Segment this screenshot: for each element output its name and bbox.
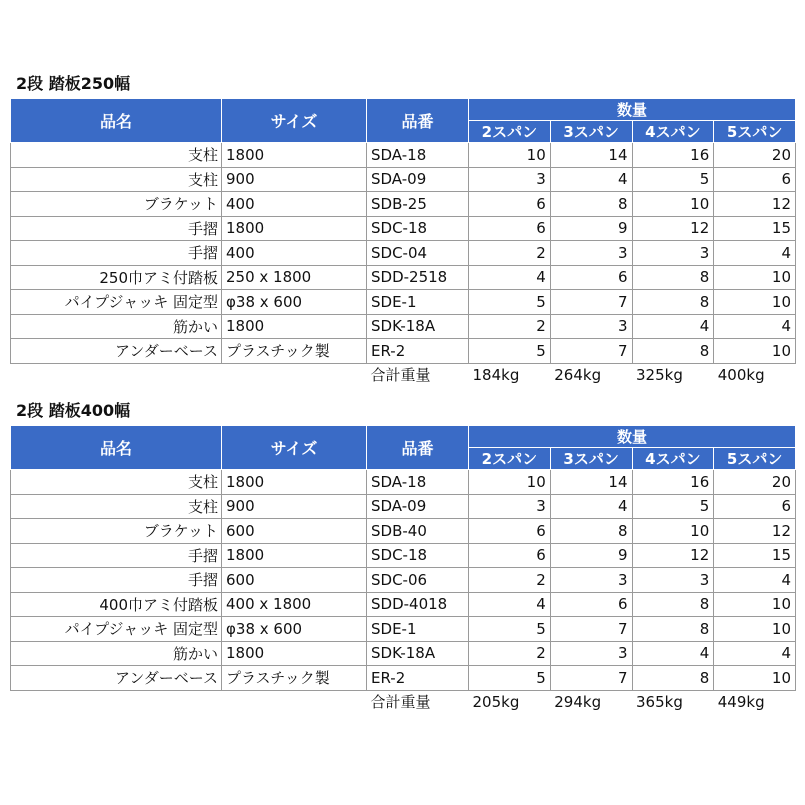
- total-weight: 205kg: [472, 692, 520, 711]
- cell-quantity: 6: [714, 167, 796, 192]
- cell-quantity: 3: [469, 167, 551, 192]
- cell-quantity: 14: [550, 470, 632, 495]
- cell-quantity: 20: [714, 143, 796, 168]
- cell-size: 1800: [222, 470, 367, 495]
- cell-quantity: 5: [469, 617, 551, 642]
- cell-quantity: 16: [632, 470, 714, 495]
- cell-code: SDC-04: [367, 241, 469, 266]
- cell-code: SDC-18: [367, 216, 469, 241]
- table-row: [11, 143, 796, 168]
- cell-quantity: 12: [714, 519, 796, 544]
- table-row: [11, 568, 796, 593]
- table-row: [11, 314, 796, 339]
- table-row: [11, 543, 796, 568]
- cell-code: SDD-2518: [367, 265, 469, 290]
- cell-quantity: 8: [632, 666, 714, 691]
- cell-quantity: 12: [632, 216, 714, 241]
- cell-name: 手摺: [11, 216, 222, 241]
- parts-table: [10, 98, 796, 386]
- table-row: [11, 494, 796, 519]
- cell-size: 1800: [222, 641, 367, 666]
- cell-size: 400 x 1800: [222, 592, 367, 617]
- cell-quantity: 16: [632, 143, 714, 168]
- table-row: [11, 617, 796, 642]
- total-row: [11, 363, 796, 386]
- table-row: [11, 216, 796, 241]
- cell-quantity: 10: [714, 339, 796, 364]
- header-span: 4スパン: [632, 448, 714, 470]
- total-weight: 449kg: [717, 692, 765, 711]
- cell-size: プラスチック製: [222, 666, 367, 691]
- table-row: [11, 470, 796, 495]
- cell-quantity: 2: [469, 568, 551, 593]
- header-span: 2スパン: [469, 121, 551, 143]
- cell-quantity: 4: [469, 265, 551, 290]
- cell-quantity: 8: [632, 592, 714, 617]
- cell-quantity: 4: [632, 641, 714, 666]
- cell-name: 支柱: [11, 494, 222, 519]
- cell-quantity: 8: [550, 519, 632, 544]
- cell-quantity: 7: [550, 666, 632, 691]
- header-size: サイズ: [222, 99, 367, 143]
- cell-name: 筋かい: [11, 641, 222, 666]
- cell-quantity: 4: [714, 241, 796, 266]
- cell-size: 1800: [222, 543, 367, 568]
- cell-quantity: 4: [550, 494, 632, 519]
- cell-quantity: 6: [469, 519, 551, 544]
- cell-quantity: 10: [632, 192, 714, 217]
- cell-code: SDA-18: [367, 470, 469, 495]
- cell-quantity: 9: [550, 216, 632, 241]
- parts-table: [10, 425, 796, 713]
- cell-quantity: 10: [714, 265, 796, 290]
- cell-quantity: 10: [714, 617, 796, 642]
- section-title: 2段 踏板400幅: [16, 401, 131, 420]
- cell-quantity: 10: [469, 470, 551, 495]
- cell-quantity: 4: [550, 167, 632, 192]
- cell-quantity: 7: [550, 339, 632, 364]
- cell-name: 手摺: [11, 543, 222, 568]
- table-row: [11, 592, 796, 617]
- cell-quantity: 12: [714, 192, 796, 217]
- cell-quantity: 6: [550, 592, 632, 617]
- cell-quantity: 10: [714, 666, 796, 691]
- cell-name: ブラケット: [11, 192, 222, 217]
- table-body: [11, 143, 796, 386]
- cell-quantity: 3: [550, 641, 632, 666]
- cell-code: SDD-4018: [367, 592, 469, 617]
- total-weight: 184kg: [472, 365, 520, 384]
- cell-name: 支柱: [11, 143, 222, 168]
- cell-size: φ38 x 600: [222, 617, 367, 642]
- table-row: [11, 167, 796, 192]
- cell-size: 1800: [222, 143, 367, 168]
- cell-quantity: 3: [550, 568, 632, 593]
- cell-size: 600: [222, 568, 367, 593]
- total-weight: 400kg: [717, 365, 765, 384]
- cell-quantity: 5: [632, 494, 714, 519]
- cell-size: 1800: [222, 314, 367, 339]
- table-row: [11, 192, 796, 217]
- total-label: 合計重量: [370, 366, 431, 384]
- cell-quantity: 20: [714, 470, 796, 495]
- cell-quantity: 3: [632, 568, 714, 593]
- cell-name: パイプジャッキ 固定型: [11, 290, 222, 315]
- cell-quantity: 8: [550, 192, 632, 217]
- cell-code: SDA-18: [367, 143, 469, 168]
- cell-name: パイプジャッキ 固定型: [11, 617, 222, 642]
- cell-size: プラスチック製: [222, 339, 367, 364]
- total-row: [11, 690, 796, 713]
- total-weight: 325kg: [636, 365, 683, 384]
- cell-quantity: 12: [632, 543, 714, 568]
- cell-size: 400: [222, 241, 367, 266]
- header-span: 4スパン: [632, 121, 714, 143]
- cell-quantity: 4: [714, 314, 796, 339]
- cell-code: SDE-1: [367, 617, 469, 642]
- cell-code: SDK-18A: [367, 314, 469, 339]
- table-row: [11, 339, 796, 364]
- cell-quantity: 8: [632, 265, 714, 290]
- cell-quantity: 3: [632, 241, 714, 266]
- cell-quantity: 3: [550, 241, 632, 266]
- cell-quantity: 4: [469, 592, 551, 617]
- table-row: [11, 241, 796, 266]
- cell-quantity: 4: [632, 314, 714, 339]
- cell-quantity: 5: [469, 666, 551, 691]
- cell-quantity: 3: [469, 494, 551, 519]
- cell-quantity: 6: [714, 494, 796, 519]
- cell-quantity: 10: [714, 290, 796, 315]
- cell-name: アンダーベース: [11, 666, 222, 691]
- table-section-250: [10, 70, 795, 386]
- table-row: [11, 519, 796, 544]
- header-quantity: 数量: [469, 426, 796, 448]
- cell-quantity: 9: [550, 543, 632, 568]
- cell-size: 600: [222, 519, 367, 544]
- cell-size: 250 x 1800: [222, 265, 367, 290]
- cell-quantity: 5: [469, 290, 551, 315]
- cell-code: SDB-40: [367, 519, 469, 544]
- cell-quantity: 6: [469, 543, 551, 568]
- cell-quantity: 2: [469, 241, 551, 266]
- cell-name: 支柱: [11, 167, 222, 192]
- table-body: [11, 470, 796, 713]
- cell-quantity: 6: [550, 265, 632, 290]
- cell-size: φ38 x 600: [222, 290, 367, 315]
- total-weight: 365kg: [636, 692, 683, 711]
- cell-code: SDK-18A: [367, 641, 469, 666]
- cell-quantity: 4: [714, 641, 796, 666]
- table-row: [11, 265, 796, 290]
- cell-quantity: 2: [469, 641, 551, 666]
- cell-code: SDA-09: [367, 494, 469, 519]
- cell-code: ER-2: [367, 339, 469, 364]
- cell-quantity: 6: [469, 192, 551, 217]
- cell-quantity: 15: [714, 216, 796, 241]
- cell-code: ER-2: [367, 666, 469, 691]
- cell-name: 手摺: [11, 241, 222, 266]
- cell-quantity: 4: [714, 568, 796, 593]
- cell-quantity: 3: [550, 314, 632, 339]
- header-name: 品名: [11, 426, 222, 470]
- cell-quantity: 6: [469, 216, 551, 241]
- cell-quantity: 5: [469, 339, 551, 364]
- cell-name: アンダーベース: [11, 339, 222, 364]
- header-code: 品番: [367, 426, 469, 470]
- cell-code: SDC-18: [367, 543, 469, 568]
- cell-name: 筋かい: [11, 314, 222, 339]
- cell-size: 900: [222, 167, 367, 192]
- cell-size: 400: [222, 192, 367, 217]
- total-label: 合計重量: [370, 693, 431, 711]
- cell-quantity: 8: [632, 617, 714, 642]
- header-span: 3スパン: [550, 121, 632, 143]
- table-row: [11, 641, 796, 666]
- table-row: [11, 666, 796, 691]
- section-title: 2段 踏板250幅: [16, 74, 131, 93]
- cell-quantity: 15: [714, 543, 796, 568]
- header-code: 品番: [367, 99, 469, 143]
- cell-quantity: 2: [469, 314, 551, 339]
- cell-quantity: 10: [469, 143, 551, 168]
- header-size: サイズ: [222, 426, 367, 470]
- header-span: 2スパン: [469, 448, 551, 470]
- table-row: [11, 290, 796, 315]
- cell-quantity: 7: [550, 617, 632, 642]
- total-weight: 264kg: [554, 365, 602, 384]
- cell-quantity: 8: [632, 339, 714, 364]
- cell-quantity: 5: [632, 167, 714, 192]
- cell-code: SDE-1: [367, 290, 469, 315]
- header-name: 品名: [11, 99, 222, 143]
- cell-name: 400巾アミ付踏板: [11, 592, 222, 617]
- header-span: 5スパン: [714, 121, 796, 143]
- cell-name: 支柱: [11, 470, 222, 495]
- cell-quantity: 7: [550, 290, 632, 315]
- total-weight: 294kg: [554, 692, 602, 711]
- cell-quantity: 10: [632, 519, 714, 544]
- cell-code: SDC-06: [367, 568, 469, 593]
- cell-name: 手摺: [11, 568, 222, 593]
- cell-quantity: 10: [714, 592, 796, 617]
- cell-quantity: 14: [550, 143, 632, 168]
- cell-name: ブラケット: [11, 519, 222, 544]
- header-quantity: 数量: [469, 99, 796, 121]
- table-section-400: [10, 397, 795, 713]
- cell-code: SDB-25: [367, 192, 469, 217]
- header-span: 3スパン: [550, 448, 632, 470]
- cell-size: 900: [222, 494, 367, 519]
- cell-code: SDA-09: [367, 167, 469, 192]
- header-span: 5スパン: [714, 448, 796, 470]
- cell-quantity: 8: [632, 290, 714, 315]
- cell-name: 250巾アミ付踏板: [11, 265, 222, 290]
- cell-size: 1800: [222, 216, 367, 241]
